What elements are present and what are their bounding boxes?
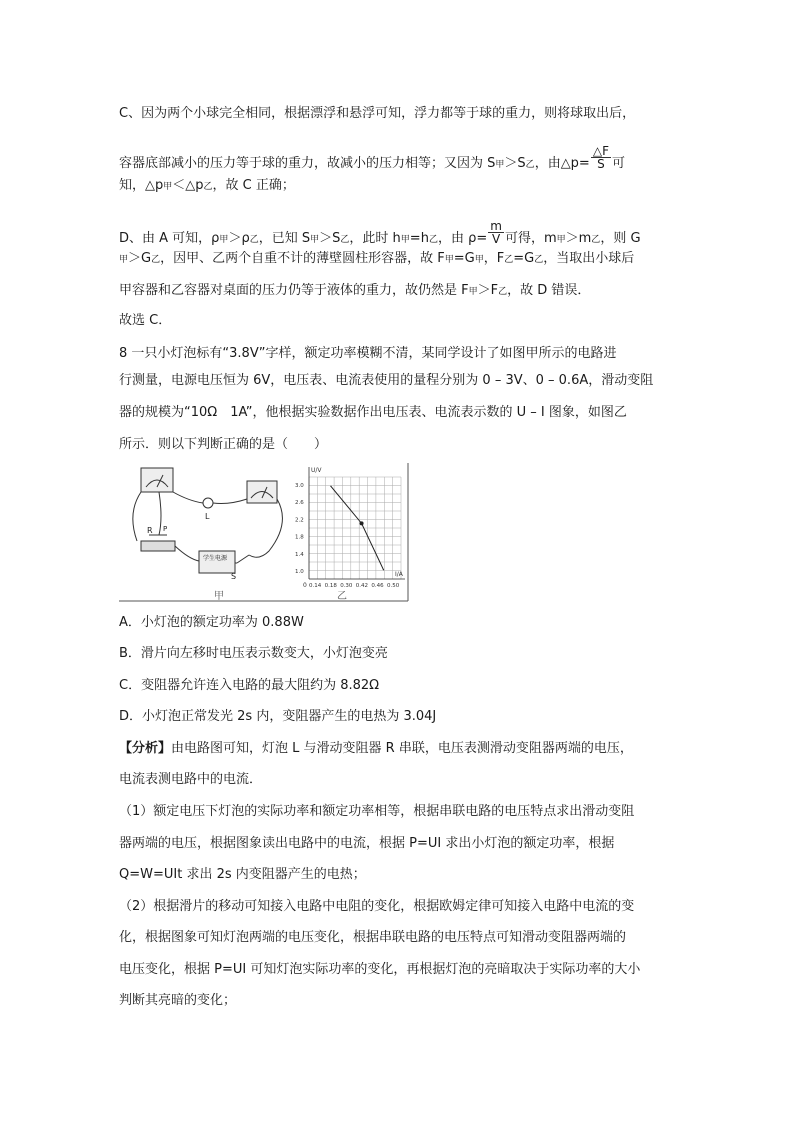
question-line-4: 所示．则以下判断正确的是（ ） xyxy=(119,437,328,452)
caption-yi: 乙 xyxy=(337,591,347,602)
y-tick-label: 2.6 xyxy=(295,500,304,507)
question-line-1: 8 一只小灯泡标有“3.8V”字样，额定功率模糊不清，某同学设计了如图甲所示的电路进 xyxy=(119,346,617,361)
question-line-2: 行测量，电源电压恒为 6V，电压表、电流表使用的量程分别为 0 – 3V、0 – 0.6A，滑动变阻 xyxy=(119,373,654,388)
circuit-label-l: L xyxy=(205,512,210,521)
wire xyxy=(213,499,247,504)
section-d-line-3: 甲容器和乙容器对桌面的压力仍等于液体的重力，故仍然是 F甲＞F乙，故 D 错误． xyxy=(119,283,591,298)
section-c-line-1: C、因为两个小球完全相同，根据漂浮和悬浮可知，浮力都等于球的重力，则将球取出后， xyxy=(119,106,636,121)
analysis-p2-line-2: 化，根据图象可知灯泡两端的电压变化，根据串联电路的电压特点可知滑动变阻器两端的 xyxy=(119,930,627,945)
wire xyxy=(175,546,199,561)
wire xyxy=(133,492,141,541)
x-tick-label: 0.46 xyxy=(371,583,384,589)
analysis-p2-line-4: 判断其亮暗的变化； xyxy=(119,993,237,1008)
ui-graph xyxy=(295,467,405,589)
figure-circuit-and-graph xyxy=(119,463,409,603)
fraction-m-over-v: $\frac{m}{V}$ xyxy=(490,219,502,246)
analysis-p1-line-3: Q=W=UIt 求出 2s 内变阻器产生的电热； xyxy=(119,867,366,882)
wire xyxy=(159,492,161,535)
section-d-line-2: 甲＞G乙，因甲、乙两个自重不计的薄壁圆柱形容器，故 F甲=G甲，F乙=G乙，当取出小球后 xyxy=(119,251,635,266)
x-tick-label: 0.42 xyxy=(355,583,369,589)
circuit-label-s: S xyxy=(231,572,237,581)
rheostat-icon xyxy=(141,541,175,551)
circuit-label-source: 学生电源 xyxy=(203,555,228,562)
option-c: C．变阻器允许连入电路的最大阻约为 8.82Ω xyxy=(119,678,380,693)
wire xyxy=(173,492,203,503)
question-line-3: 器的规模为“10Ω 1A”，他根据实验数据作出电压表、电流表示数的 U – I 图象，如图乙 xyxy=(119,405,627,420)
section-c-line-2: 容器底部减小的压力等于球的重力，故减小的压力相等；又因为 S甲＞S乙，由△p= $\frac{\triangle F}{S}$ 可 xyxy=(119,144,625,171)
analysis-line-1: 【分析】由电路图可知，灯泡 L 与滑动变阻器 R 串联，电压表测滑动变阻器两端的电压， xyxy=(119,741,633,756)
circuit-label-p: P xyxy=(163,525,168,533)
analysis-line-2: 电流表测电路中的电流． xyxy=(119,772,263,787)
analysis-p1-line-1: （1）额定电压下灯泡的实际功率和额定功率相等，根据串联电路的电压特点求出滑动变阻 xyxy=(119,804,635,819)
analysis-tag: 【分析】 xyxy=(119,741,172,756)
fraction-delta-f-over-s: $\frac{\triangle F}{S}$ xyxy=(592,144,609,171)
caption-jia: 甲 xyxy=(214,591,224,602)
y-axis-label: U/V xyxy=(311,467,322,474)
analysis-p2-line-3: 电压变化，根据 P=UI 可知灯泡实际功率的变化，再根据灯泡的亮暗取决于实际功率的大小 xyxy=(119,962,641,977)
wire xyxy=(249,499,282,557)
switch-icon xyxy=(237,555,249,563)
conclusion: 故选 C． xyxy=(119,313,172,328)
marked-point xyxy=(360,521,364,525)
analysis-p2-line-1: （2）根据滑片的移动可知接入电路中电阻的变化，根据欧姆定律可知接入电路中电流的变 xyxy=(119,899,635,914)
option-a: A．小灯泡的额定功率为 0.88W xyxy=(119,615,304,630)
analysis-p1-line-2: 器两端的电压，根据图象读出电路中的电流，根据 P=UI 求出小灯泡的额定功率，根据 xyxy=(119,836,615,851)
data-point xyxy=(330,486,331,487)
section-c-line-3: 知，△p甲＜△p乙，故 C 正确； xyxy=(119,178,295,193)
figure-svg xyxy=(119,463,409,603)
x-tick-label: 0.18 xyxy=(324,583,337,589)
y-tick-label: 1.0 xyxy=(295,569,304,575)
origin-label: 0 xyxy=(303,582,307,589)
x-tick-label: 0.50 xyxy=(387,583,400,589)
x-tick-label: 0.30 xyxy=(340,583,353,589)
bulb-icon xyxy=(203,498,213,508)
x-tick-label: 0.14 xyxy=(309,583,322,589)
y-tick-label: 1.8 xyxy=(295,534,304,541)
y-tick-label: 2.2 xyxy=(295,517,304,524)
x-axis-label: I/A xyxy=(395,571,403,578)
option-d: D．小灯泡正常发光 2s 内，变阻器产生的电热为 3.04J xyxy=(119,709,437,724)
section-d-line-1: D、由 A 可知，ρ甲＞ρ乙，已知 S甲＞S乙，此时 h甲=h乙，由 ρ= $\frac{m}{V}$ 可得，m甲＞m乙，则 G xyxy=(119,219,641,246)
y-tick-label: 3.0 xyxy=(295,483,304,489)
y-tick-label: 1.4 xyxy=(295,551,304,558)
circuit-label-r: R xyxy=(147,526,153,535)
data-point xyxy=(383,569,384,570)
option-b: B．滑片向左移时电压表示数变大，小灯泡变亮 xyxy=(119,646,388,661)
